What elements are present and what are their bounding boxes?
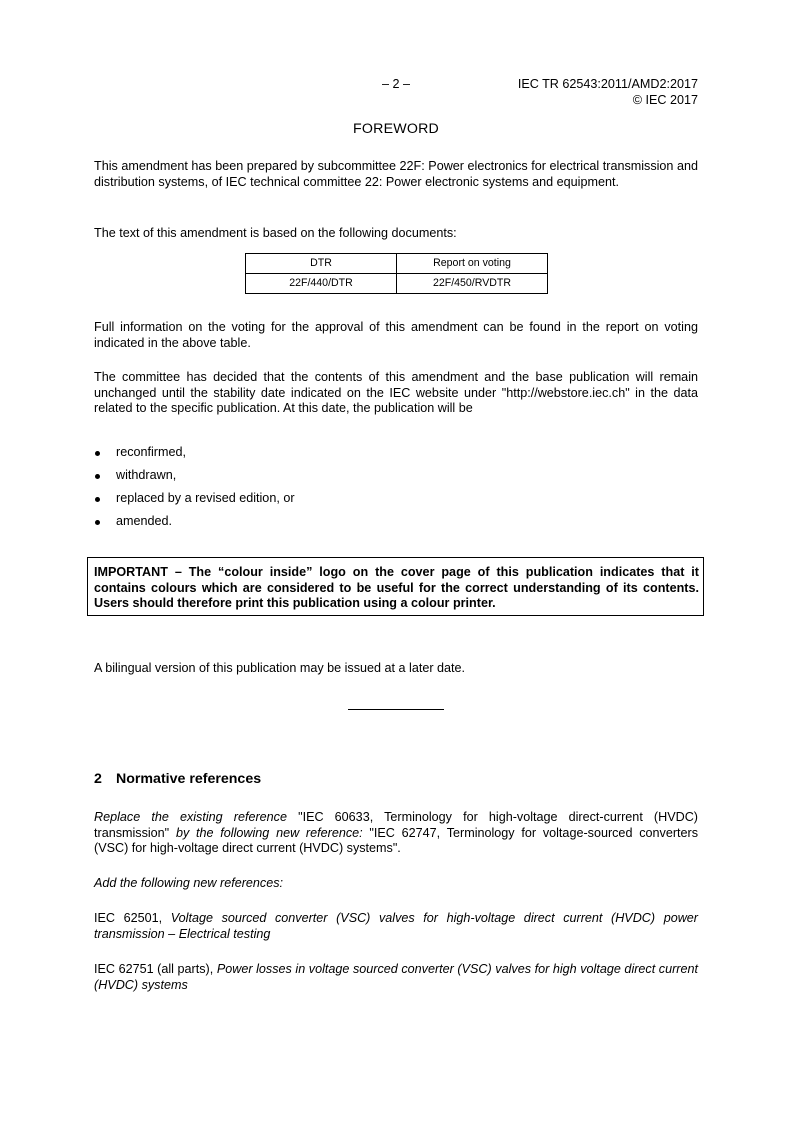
bullet-icon — [95, 520, 100, 525]
copyright-notice: © IEC 2017 — [632, 93, 698, 107]
foreword-paragraph-stability: The committee has decided that the contents of this amendment and the base publication will remain unchanged until the stability date indicated on the IEC website under "http://webstore.iec.ch" in the data related to the specific publication. At this date, the publication will be — [94, 370, 698, 415]
list-item-text: reconfirmed, — [116, 445, 186, 459]
foreword-paragraph-committee: This amendment has been prepared by subcommittee 22F: Power electronics for electrical transmission and distribution systems, of IEC technical committee 22: Power electronic systems and equipment. — [94, 159, 698, 189]
reference-id: IEC 62501, — [94, 911, 163, 925]
new-reference: "IEC 62747, Terminology for voltage-sourced converters (VSC) for high-voltage direct current (HVDC) systems". — [94, 825, 699, 855]
list-item — [94, 468, 698, 491]
replace-mid: by the following new reference: — [175, 825, 363, 840]
publication-outcome-list — [94, 445, 698, 537]
add-references-intro: Add the following new references: — [94, 876, 284, 890]
standard-identifier: IEC TR 62543:2011/AMD2:2017 — [517, 77, 698, 91]
table-header-row — [246, 254, 548, 274]
old-reference: "IEC 60633, Terminology for high-voltage direct-current (HVDC) transmission" — [94, 810, 698, 840]
list-item-text: withdrawn, — [116, 468, 177, 482]
page-number: – 2 – — [381, 77, 410, 91]
bullet-icon — [95, 474, 100, 479]
replace-reference-paragraph — [94, 810, 698, 857]
bullet-icon — [95, 451, 100, 456]
section-number: 2 — [94, 771, 102, 787]
bilingual-note: A bilingual version of this publication may be issued at a later date. — [94, 661, 466, 675]
replace-intro: Replace the existing reference — [94, 810, 287, 824]
list-item — [94, 445, 698, 468]
list-item-text: amended. — [116, 514, 173, 528]
table-row — [246, 274, 548, 294]
bullet-icon — [95, 497, 100, 502]
list-item-text: replaced by a revised edition, or — [116, 491, 295, 505]
table-cell-rvdtr: 22F/450/RVDTR — [397, 274, 548, 294]
reference-iec-62501 — [94, 911, 698, 942]
list-item — [94, 491, 698, 514]
table-cell-dtr: 22F/440/DTR — [246, 274, 397, 294]
voting-documents-table — [245, 253, 548, 294]
table-header-dtr: DTR — [246, 254, 397, 274]
reference-title: Power losses in voltage sourced converter (VSC) valves for high voltage direct current (HVDC) systems — [94, 962, 699, 992]
reference-iec-62751 — [94, 962, 698, 993]
important-notice-box — [87, 557, 704, 616]
section-heading — [94, 772, 698, 788]
table-header-report-on-voting: Report on voting — [397, 254, 548, 274]
foreword-paragraph-documents-intro: The text of this amendment is based on the following documents: — [94, 226, 457, 240]
foreword-title: FOREWORD — [353, 121, 439, 137]
section-title: Normative references — [116, 771, 262, 787]
list-item — [94, 514, 698, 537]
reference-title: Voltage sourced converter (VSC) valves for high-voltage direct current (HVDC) power transmission – Electrical testing — [94, 911, 698, 941]
section-separator-line — [348, 709, 444, 710]
important-notice-text: IMPORTANT – The “colour inside” logo on the cover page of this publication indicates that it contains colours which are considered to be useful for the correct understanding of its contents. Users should therefore print this publication using a colour printer. — [94, 565, 699, 610]
reference-id: IEC 62751 (all parts), — [94, 962, 214, 976]
foreword-paragraph-voting-info: Full information on the voting for the approval of this amendment can be found in the report on voting indicated in the above table. — [94, 320, 698, 350]
